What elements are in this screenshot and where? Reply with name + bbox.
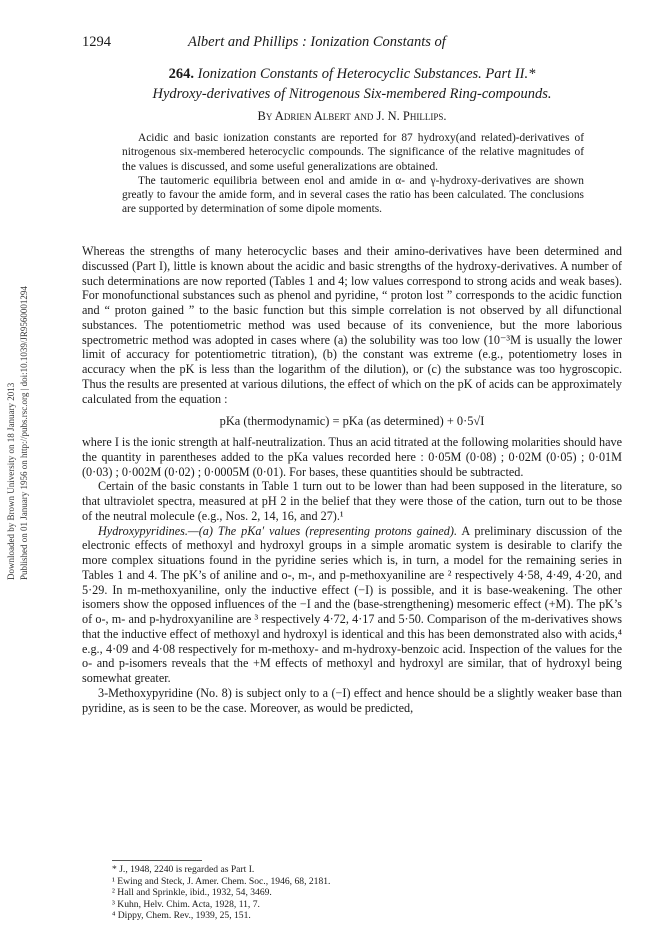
abstract-paragraph: The tautomeric equilibria between enol and amide in α- and γ-hydroxy-derivatives are shown greatly to favour the amide form, and in several cases the ratio has been calculated. The conclusions are supported by determination of some dipole moments. <box>122 174 584 216</box>
body-paragraph: where I is the ionic strength at half-neutralization. Thus an acid titrated at the following molarities should have the quantity in parentheses added to the pKa values recorded here : 0·05M (0·08) ; 0·02M (0·05) ; 0·01M (0·03) ; 0·002M (0·02) ; 0·0005M (0·01). For bases, these quantities should be subtracted. <box>82 435 622 479</box>
download-watermark <box>6 80 36 580</box>
page-number: 1294 <box>82 34 111 50</box>
section-heading: Hydroxypyridines.—(a) The pKa′ values (representing protons gained). <box>98 523 458 538</box>
body-paragraph: Certain of the basic constants in Table 1 turn out to be lower than had been supposed in the literature, so that ultraviolet spectra, measured at pH 2 in the belief that they were those of the cation, turn out to be those of the neutral molecule (e.g., Nos. 2, 14, 16, and 27).¹ <box>82 479 622 523</box>
abstract <box>122 131 584 217</box>
footnote: ² Hall and Sprinkle, ibid., 1932, 54, 3469. <box>112 887 272 899</box>
body-paragraph: Whereas the strengths of many heterocyclic bases and their amino-derivatives have been determined and discussed (Part I), little is known about the acidic and basic strengths of the hydroxy-derivatives. A number of such determinations are now reported (Tables 1 and 4; low values correspond to strong acids and weak bases). For monofunctional substances such as phenol and pyridine, “ proton lost ” corresponds to the acidic function and “ proton gained ” to the basic function but this simple correlation is not observed by all difunctional substances. The potentiometric method was used because of its convenience, but the more laborious spectrometric method was adopted in cases where (a) the solubility was too low (10⁻³M is usually the lower limit of accuracy for potentiometric titration), (b) the constant was extreme (e.g., potentiometry loses in accuracy when the pK is less than the logarithm of the dilution), or (c) the substance was too hygroscopic. Thus the results are presented at various dilutions, the effect of which on the pK of acids can be approximately calculated from the equation : <box>82 244 622 406</box>
body-paragraph: 3-Methoxypyridine (No. 8) is subject only to a (−I) effect and hence should be a slightly weaker base than pyridine, as is seen to be the case. Moreover, as would be predicted, <box>82 685 622 715</box>
download-notice: Downloaded by Brown University on 18 January 2013 <box>6 382 16 580</box>
publication-notice: Published on 01 January 1956 on http://pubs.rsc.org | doi:10.1039/JR9560001294 <box>19 286 29 580</box>
author-line: By Adrien Albert and J. N. Phillips. <box>257 109 447 123</box>
footnote-rule <box>112 860 202 861</box>
title-line-1: Ionization Constants of Heterocyclic Substances. Part II.* <box>197 66 536 82</box>
running-title: Albert and Phillips : Ionization Constants of <box>188 34 446 50</box>
footnote: * J., 1948, 2240 is regarded as Part I. <box>112 864 255 875</box>
footnote: ⁴ Dippy, Chem. Rev., 1939, 25, 151. <box>112 910 251 922</box>
body-paragraph: Hydroxypyridines.—(a) The pKa′ values (representing protons gained). A preliminary discussion of the electronic effects of methoxyl and hydroxyl groups in a simple aromatic system is desirable to clarify the more complex situations found in the pyridine series which is, in turn, a model for the remaining series in Tables 1 and 4. The pK’s of aniline and o-, m-, and p-methoxyaniline are ² respectively 4·58, 4·49, 4·20, and 5·29. In m-methoxyaniline, only the inductive effect (−I) is possible, and it is base-weakening. The other isomers show the opposed influences of the −I and the (base-strengthening) mesomeric effect (+M). The pK’s of o-, m- and p-hydroxyaniline are ³ respectively 4·72, 4·17 and 5·50. Comparison of the m-derivatives shows that the inductive effect of methoxyl and hydroxyl is identical and this has been demonstrated also with acids,⁴ e.g., 4·09 and 4·08 respectively for m-methoxy- and m-hydroxy-benzoic acid. Inspection of the values for the o- and p-isomers reveals that the +M effects of methoxyl and hydroxyl are similar, that of hydroxyl being somewhat greater. <box>82 523 623 685</box>
equation: pKa (thermodynamic) = pKa (as determined) + 0·5√I <box>219 414 485 429</box>
footnote: ¹ Ewing and Steck, J. Amer. Chem. Soc., 1946, 68, 2181. <box>112 875 331 887</box>
title-line-2: Hydroxy-derivatives of Nitrogenous Six-membered Ring-compounds. <box>152 86 552 102</box>
footnotes <box>112 864 612 922</box>
article-title <box>82 64 622 104</box>
footnote: ³ Kuhn, Helv. Chim. Acta, 1928, 11, 7. <box>112 898 260 910</box>
article-number: 264. <box>168 66 194 82</box>
article-body <box>82 244 622 715</box>
abstract-paragraph: Acidic and basic ionization constants are reported for 87 hydroxy(and related)-derivatives of nitrogenous six-membered heterocyclic compounds. The significance of the relative magnitudes of the values is discussed, and some useful generalizations are obtained. <box>122 132 584 173</box>
